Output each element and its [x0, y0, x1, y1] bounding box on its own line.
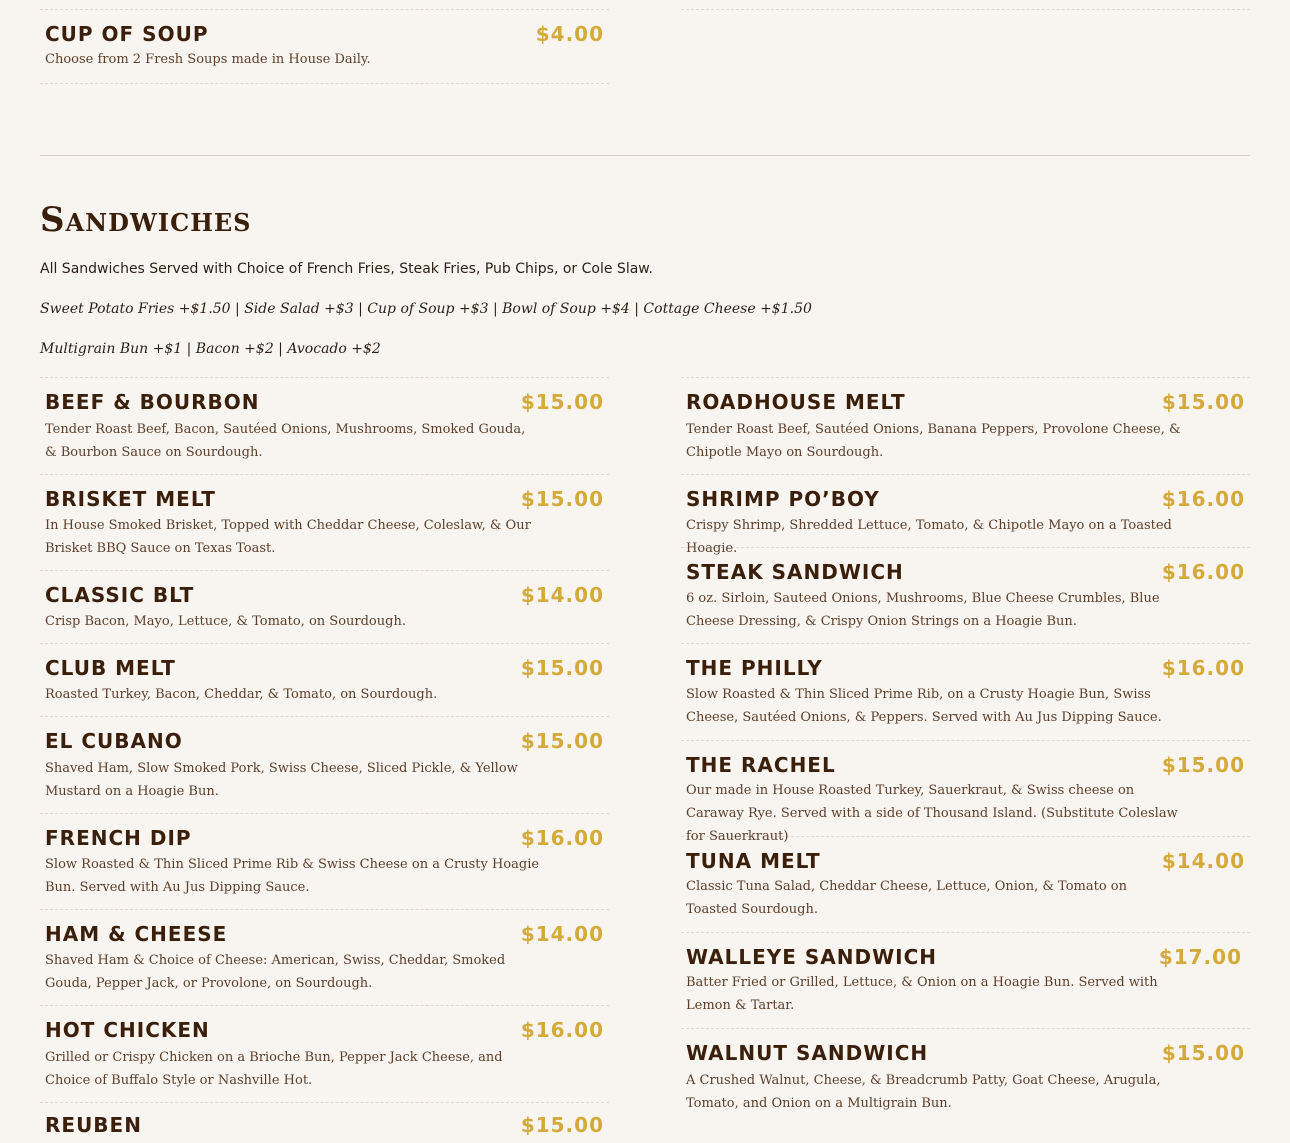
- item-description: Crisp Bacon, Mayo, Lettuce, & Tomato, on Sourdough.: [45, 614, 406, 629]
- addons-line-1: Sweet Potato Fries +$1.50 | Side Salad +$3 | Cup of Soup +$3 | Bowl of Soup +$4 | Cottage Cheese +$1.50: [40, 301, 812, 317]
- top-right-divider: [681, 9, 1250, 10]
- item-name: HOT CHICKEN: [45, 1018, 210, 1042]
- item-description: Choose from 2 Fresh Soups made in House Daily.: [45, 52, 371, 67]
- item-price: $15.00: [520, 729, 604, 753]
- menu-item: [40, 1006, 609, 1103]
- menu-item: [40, 571, 609, 644]
- menu-item: [681, 933, 1250, 1029]
- item-description: Roasted Turkey, Bacon, Cheddar, & Tomato, on Sourdough.: [45, 687, 438, 702]
- item-name: ROADHOUSE MELT: [686, 390, 906, 414]
- item-price: $15.00: [1161, 753, 1245, 777]
- menu-item: [681, 475, 1250, 556]
- item-description: A Crushed Walnut, Cheese, & Breadcrumb Patty, Goat Cheese, Arugula, Tomato, and Onion on a Multigrain Bun.: [686, 1073, 1161, 1111]
- menu-item: [40, 1103, 609, 1143]
- section-title: Sandwiches: [40, 200, 252, 240]
- menu-item: [40, 378, 609, 475]
- item-description: Slow Roasted & Thin Sliced Prime Rib & Swiss Cheese on a Crusty Hoagie Bun. Served with Au Jus Dipping Sauce.: [45, 857, 540, 895]
- item-name: BEEF & BOURBON: [45, 390, 260, 414]
- menu-column-right: [681, 377, 1250, 1125]
- item-description: Classic Tuna Salad, Cheddar Cheese, Lettuce, Onion, & Tomato on Toasted Sourdough.: [686, 879, 1127, 917]
- menu-item: [681, 644, 1250, 741]
- item-price: $14.00: [520, 922, 604, 946]
- item-description: Crispy Shrimp, Shredded Lettuce, Tomato, & Chipotle Mayo on a Toasted Hoagie.: [686, 518, 1172, 556]
- item-name: CLUB MELT: [45, 656, 176, 680]
- menu-item: [681, 837, 1250, 933]
- item-description: Grilled or Crispy Chicken on a Brioche Bun, Pepper Jack Cheese, and Choice of Buffalo Style or Nashville Hot.: [45, 1050, 503, 1088]
- item-name: THE RACHEL: [686, 753, 836, 777]
- item-price: $15.00: [520, 1113, 604, 1137]
- menu-item: [681, 378, 1250, 475]
- item-price: $15.00: [520, 656, 604, 680]
- item-price: $15.00: [520, 390, 604, 414]
- item-description: 6 oz. Sirloin, Sauteed Onions, Mushrooms, Blue Cheese Crumbles, Blue Cheese Dressing, & Crispy Onion Strings on a Hoagie Bun.: [686, 591, 1160, 629]
- menu-item: [40, 717, 609, 814]
- item-price: $14.00: [1161, 849, 1245, 873]
- item-description: In House Smoked Brisket, Topped with Cheddar Cheese, Coleslaw, & Our Brisket BBQ Sauce on Texas Toast.: [45, 518, 531, 556]
- menu-item: [40, 910, 609, 1006]
- menu-item: [40, 814, 609, 910]
- item-description: Shaved Ham & Choice of Cheese: American, Swiss, Cheddar, Smoked Gouda, Pepper Jack, or Provolone, on Sourdough.: [45, 953, 506, 991]
- item-name: WALNUT SANDWICH: [686, 1041, 929, 1065]
- item-price: $16.00: [1161, 656, 1245, 680]
- item-name: TUNA MELT: [686, 849, 821, 873]
- item-price: $17.00: [1158, 945, 1242, 969]
- item-name: THE PHILLY: [686, 656, 823, 680]
- item-price: $16.00: [520, 826, 604, 850]
- item-description: Slow Roasted & Thin Sliced Prime Rib, on a Crusty Hoagie Bun, Swiss Cheese, Sautéed Onions, & Peppers. Served with Au Jus Dipping Sauce.: [686, 687, 1162, 725]
- menu-item: [40, 644, 609, 717]
- item-description: Shaved Ham, Slow Smoked Pork, Swiss Cheese, Sliced Pickle, & Yellow Mustard on a Hoagie Bun.: [45, 761, 518, 799]
- item-price: $15.00: [520, 487, 604, 511]
- item-price: $15.00: [1161, 390, 1245, 414]
- item-name: BRISKET MELT: [45, 487, 216, 511]
- section-note: All Sandwiches Served with Choice of French Fries, Steak Fries, Pub Chips, or Cole Slaw.: [40, 261, 653, 277]
- menu-column-left: [40, 377, 609, 1143]
- item-description: Tender Roast Beef, Bacon, Sautéed Onions, Mushrooms, Smoked Gouda, & Bourbon Sauce on Sourdough.: [45, 422, 526, 460]
- item-price: $15.00: [1161, 1041, 1245, 1065]
- item-price: $4.00: [535, 22, 604, 46]
- item-name: REUBEN: [45, 1113, 142, 1137]
- menu-item: [681, 741, 1250, 844]
- menu-item: [681, 1029, 1250, 1125]
- item-description: Batter Fried or Grilled, Lettuce, & Onion on a Hoagie Bun. Served with Lemon & Tartar.: [686, 975, 1158, 1013]
- item-name: SHRIMP PO’BOY: [686, 487, 880, 511]
- item-price: $14.00: [520, 583, 604, 607]
- item-name: STEAK SANDWICH: [686, 560, 904, 584]
- item-name: HAM & CHEESE: [45, 922, 228, 946]
- item-name: EL CUBANO: [45, 729, 183, 753]
- menu-item-cup-of-soup: [40, 10, 609, 84]
- item-description: Tender Roast Beef, Sautéed Onions, Banana Peppers, Provolone Cheese, & Chipotle Mayo on Sourdough.: [686, 422, 1181, 460]
- item-price: $16.00: [520, 1018, 604, 1042]
- menu-item: [40, 475, 609, 571]
- addons-line-2: Multigrain Bun +$1 | Bacon +$2 | Avocado +$2: [40, 341, 381, 357]
- item-price: $16.00: [1161, 487, 1245, 511]
- item-price: $16.00: [1161, 560, 1245, 584]
- item-name: CUP OF SOUP: [45, 22, 209, 46]
- item-name: FRENCH DIP: [45, 826, 192, 850]
- item-name: CLASSIC BLT: [45, 583, 195, 607]
- menu-item: [681, 548, 1250, 644]
- item-name: WALLEYE SANDWICH: [686, 945, 938, 969]
- section-divider: [40, 155, 1250, 156]
- item-description: Our made in House Roasted Turkey, Sauerkraut, & Swiss cheese on Caraway Rye. Served with a side of Thousand Island. (Substitute Coleslaw for Sauerkraut): [686, 783, 1178, 844]
